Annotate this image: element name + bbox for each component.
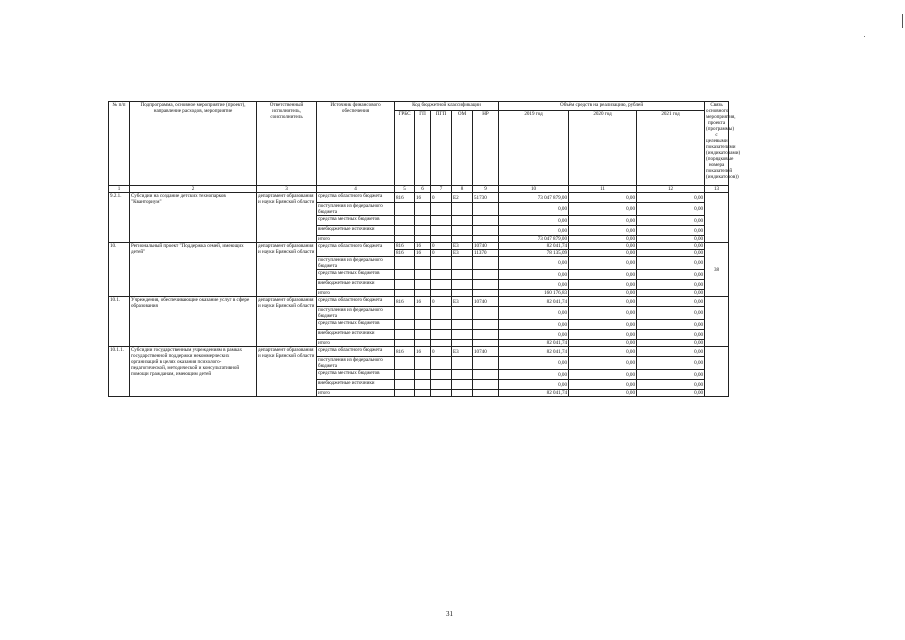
code-grbs: 816 [395,243,415,250]
amount-2021: 0,00 [637,380,705,390]
total-2021: 0,00 [637,290,705,297]
header-source: Источник финансового обеспечения [317,102,395,186]
amount-2019: 82 041,74 [499,243,569,250]
amount-2021: 0,00 [637,270,705,280]
source-label: внебюджетные источники [317,380,395,390]
amount-2019: 0,00 [499,370,569,380]
column-number: 4 [317,186,395,193]
code-gp: 16 [415,347,431,357]
amount-2019: 0,00 [499,380,569,390]
code-gp: 16 [415,243,431,250]
amount-2019: 0,00 [499,320,569,330]
source-label: итого [317,236,395,243]
row-responsible: департамент образования и науки Брянской области [257,347,317,397]
row-name: Региональный проект "Поддержка семей, имеющих детей" [130,243,257,297]
amount-2020: 0,00 [569,270,637,280]
code-nr: 11370 [473,250,499,257]
code-om: E2 [452,193,473,203]
row-number: 10. [109,243,130,297]
amount-2021: 0,00 [637,347,705,357]
row-responsible: департамент образования и науки Брянской области [257,297,317,347]
amount-2021: 0,00 [637,297,705,307]
total-2021: 0,00 [637,340,705,347]
amount-2020: 0,00 [569,320,637,330]
code-om: E3 [452,250,473,257]
table-row [109,243,729,250]
code-om: E3 [452,297,473,307]
header-2019: 2019 год [499,111,569,186]
source-label: средства местных бюджетов [317,270,395,280]
amount-2021: 0,00 [637,226,705,236]
amount-2021: 0,00 [637,250,705,257]
header-budget-code: Код бюджетной классификации [395,102,499,111]
amount-2021: 0,00 [637,370,705,380]
amount-2019: 78 135,09 [499,250,569,257]
link-cell [705,297,729,307]
source-label: средства местных бюджетов [317,370,395,380]
source-label: внебюджетные источники [317,280,395,290]
code-nr: 10740 [473,347,499,357]
column-number: 9 [473,186,499,193]
amount-2019: 0,00 [499,203,569,216]
amount-2020: 0,00 [569,250,637,257]
total-2019: 82 041,74 [499,390,569,397]
amount-2020: 0,00 [569,216,637,226]
row-name: Субсидии государственным учреждениям в рамках государственной поддержки некоммерческих организаций в целях оказания психолого-педагогической, методической и консультативной помощи гражданам, имеющим детей [130,347,257,397]
column-number: 11 [569,186,637,193]
source-label: внебюджетные источники [317,330,395,340]
link-cell [705,193,729,203]
total-2021: 0,00 [637,236,705,243]
column-number: 8 [452,186,473,193]
row-number: 10.1. [109,297,130,347]
row-number: 10.1.1. [109,347,130,397]
code-pgp: 0 [431,250,452,257]
amount-2019: 73 047 879,00 [499,193,569,203]
amount-2020: 0,00 [569,257,637,270]
amount-2019: 0,00 [499,307,569,320]
amount-2021: 0,00 [637,357,705,370]
code-gp: 16 [415,250,431,257]
column-number: 13 [705,186,729,193]
scan-edge-mark [902,14,903,28]
link-cell [705,236,729,243]
amount-2021: 0,00 [637,193,705,203]
budget-table [108,101,741,397]
amount-2019: 0,00 [499,226,569,236]
amount-2020: 0,00 [569,226,637,236]
total-2019: 73 047 879,00 [499,236,569,243]
column-number: 3 [257,186,317,193]
amount-2020: 0,00 [569,370,637,380]
column-number: 7 [431,186,452,193]
amount-2020: 0,00 [569,347,637,357]
total-2019: 82 041,74 [499,340,569,347]
source-label: внебюджетные источники [317,226,395,236]
header-pgp: ПГП [431,111,452,186]
code-grbs: 816 [395,250,415,257]
code-nr: 10740 [473,243,499,250]
amount-2019: 0,00 [499,280,569,290]
code-pgp: 0 [431,347,452,357]
row-responsible: департамент образования и науки Брянской области [257,243,317,297]
amount-2021: 0,00 [637,320,705,330]
amount-2021: 0,00 [637,257,705,270]
total-2020: 0,00 [569,290,637,297]
total-2020: 0,00 [569,340,637,347]
row-responsible: департамент образования и науки Брянской области [257,193,317,243]
amount-2019: 82 041,74 [499,347,569,357]
header-volume: Объём средств на реализацию, рублей [499,102,705,111]
link-cell [705,216,729,226]
page-number: 31 [446,610,453,618]
amount-2021: 0,00 [637,307,705,320]
link-cell [705,226,729,236]
amount-2019: 0,00 [499,216,569,226]
code-pgp: 0 [431,297,452,307]
code-grbs: 816 [395,297,415,307]
code-gp: 16 [415,193,431,203]
header-nr: НР [473,111,499,186]
total-2020: 0,00 [569,236,637,243]
total-2019: 160 176,83 [499,290,569,297]
amount-2020: 0,00 [569,330,637,340]
total-2020: 0,00 [569,390,637,397]
amount-2020: 0,00 [569,243,637,250]
row-number: 9.2.1. [109,193,130,243]
code-grbs: 816 [395,347,415,357]
code-grbs: 816 [395,193,415,203]
amount-2020: 0,00 [569,307,637,320]
amount-2019: 0,00 [499,330,569,340]
link-cell [705,390,729,397]
column-number: 2 [130,186,257,193]
amount-2020: 0,00 [569,203,637,216]
column-number: 12 [637,186,705,193]
source-label: итого [317,290,395,297]
link-cell [705,347,729,357]
source-label: средства областного бюджета [317,297,395,307]
source-label: поступления из федерального бюджета [317,257,395,270]
source-label: средства местных бюджетов [317,320,395,330]
link-cell [705,307,729,320]
code-gp: 16 [415,297,431,307]
indicator-link: 38 [705,243,729,297]
row-name: Учреждения, обеспечивающие оказание услуг в сфере образования [130,297,257,347]
column-number-row [109,186,729,193]
header-link: Связь основного мероприятия, проекта (программы) с целевыми показателями (индикаторами) (порядковые номера показателей (индикаторов)) [705,102,729,186]
amount-2019: 0,00 [499,257,569,270]
header-om: ОМ [452,111,473,186]
link-cell [705,340,729,347]
link-cell [705,380,729,390]
link-cell [705,330,729,340]
amount-2019: 0,00 [499,270,569,280]
amount-2019: 82 041,74 [499,297,569,307]
table-header-row [109,102,729,111]
amount-2020: 0,00 [569,193,637,203]
source-label: поступления из федерального бюджета [317,307,395,320]
column-number: 1 [109,186,130,193]
code-om: E3 [452,347,473,357]
table-row [109,297,729,307]
source-label: средства областного бюджета [317,243,395,257]
amount-2020: 0,00 [569,280,637,290]
total-2021: 0,00 [637,390,705,397]
header-name: Подпрограмма, основное мероприятие (проект), направление расходов, мероприятие [130,102,257,186]
header-no: № п/п [109,102,130,186]
code-nr: 10740 [473,297,499,307]
source-label: средства областного бюджета [317,347,395,357]
header-grbs: ГРБС [395,111,415,186]
amount-2021: 0,00 [637,280,705,290]
amount-2021: 0,00 [637,243,705,250]
column-number: 10 [499,186,569,193]
amount-2021: 0,00 [637,216,705,226]
source-label: поступления из федерального бюджета [317,357,395,370]
code-pgp: 0 [431,243,452,250]
source-label: поступления из федерального бюджета [317,203,395,216]
source-label: итого [317,340,395,347]
table-row [109,193,729,203]
link-cell [705,370,729,380]
link-cell [705,320,729,330]
source-label: итого [317,390,395,397]
scan-speck [864,36,865,37]
header-2020: 2020 год [569,111,637,186]
amount-2021: 0,00 [637,330,705,340]
table-row [109,347,729,357]
header-responsible: Ответственный исполнитель, соисполнитель [257,102,317,186]
code-nr: 51730 [473,193,499,203]
row-name: Субсидии на создание детских технопарков "Кванториум" [130,193,257,243]
amount-2019: 0,00 [499,357,569,370]
code-pgp: 0 [431,193,452,203]
source-label: средства местных бюджетов [317,216,395,226]
code-om: E3 [452,243,473,250]
header-gp: ГП [415,111,431,186]
amount-2020: 0,00 [569,297,637,307]
amount-2021: 0,00 [637,203,705,216]
amount-2020: 0,00 [569,357,637,370]
link-cell [705,203,729,216]
source-label: средства областного бюджета [317,193,395,203]
column-number: 5 [395,186,415,193]
header-2021: 2021 год [637,111,705,186]
column-number: 6 [415,186,431,193]
link-cell [705,357,729,370]
amount-2020: 0,00 [569,380,637,390]
